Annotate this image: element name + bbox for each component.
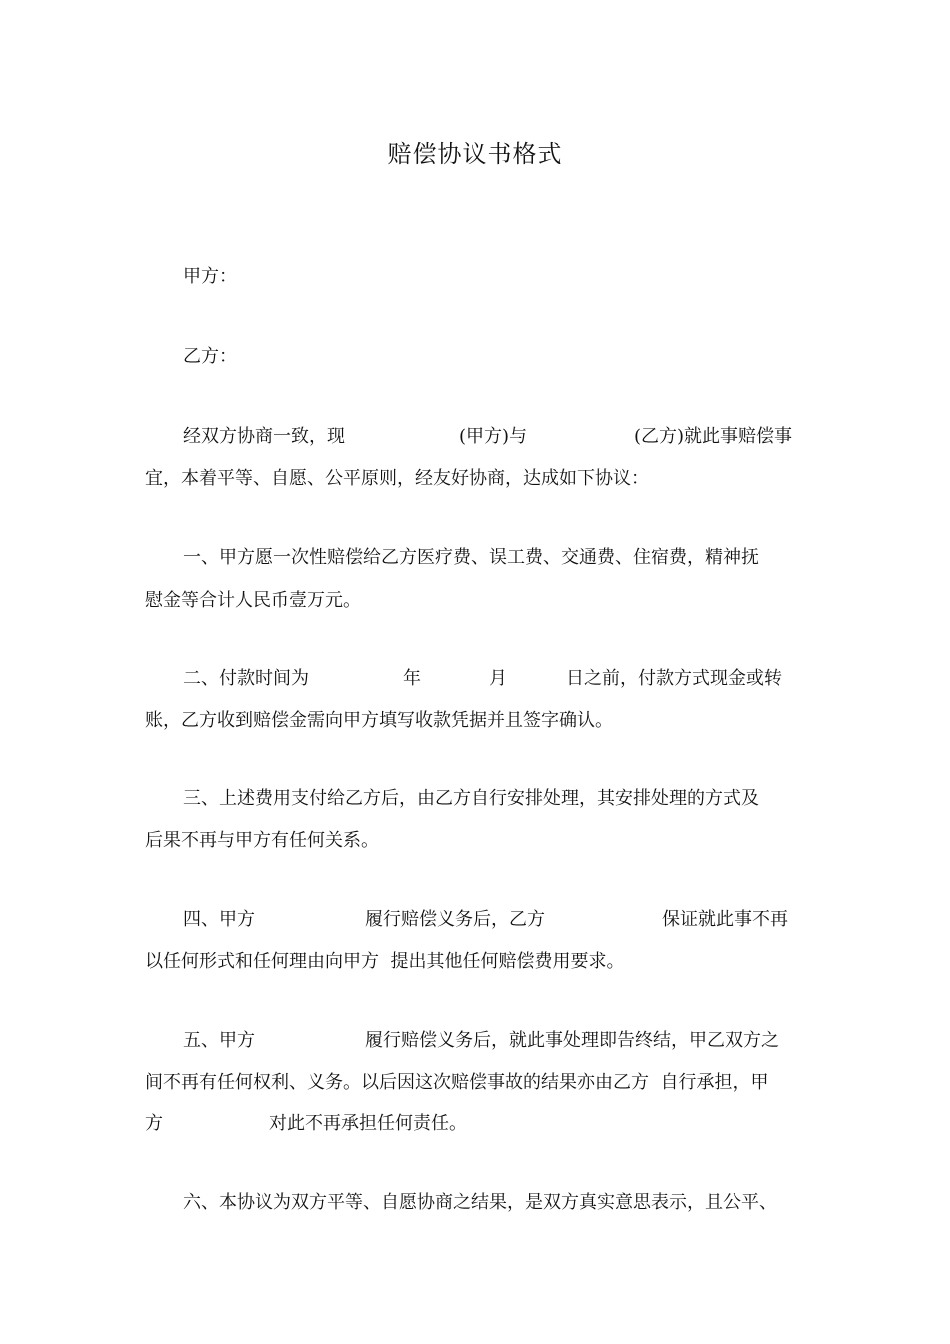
clause-1-line-2: 慰金等合计人民币壹万元。: [145, 590, 361, 611]
clause-4-text-a: 四、甲方: [183, 909, 255, 930]
document-title: 赔偿协议书格式: [387, 140, 563, 168]
clause-2-line-2: 账，乙方收到赔偿金需向甲方填写收款凭据并且签字确认。: [145, 710, 613, 731]
clause-5-line-2: 间不再有任何权利、义务。以后因这次赔偿事故的结果亦由乙方 自行承担，甲: [145, 1072, 769, 1093]
intro-text-b: (甲方)与: [459, 426, 528, 447]
clause-2-text-a: 二、付款时间为: [183, 668, 309, 689]
clause-4-text-c: 保证就此事不再: [662, 909, 788, 930]
clause-2-year: 年: [403, 668, 421, 689]
clause-6-line-1: 六、本协议为双方平等、自愿协商之结果，是双方真实意思表示，且公平、: [183, 1192, 777, 1213]
clause-2-text-d: 日之前，付款方式现金或转: [566, 668, 782, 689]
intro-text-c: (乙方)就此事赔偿事: [634, 426, 793, 447]
intro-text-a: 经双方协商一致，现: [183, 426, 345, 447]
party-a-label: 甲方：: [183, 266, 237, 287]
clause-5-text-a: 五、甲方: [183, 1030, 255, 1051]
clause-3-line-1: 三、上述费用支付给乙方后，由乙方自行安排处理，其安排处理的方式及: [183, 788, 759, 809]
clause-1-line-1: 一、甲方愿一次性赔偿给乙方医疗费、误工费、交通费、住宿费，精神抚: [183, 547, 759, 568]
clause-5-text-l3b: 对此不再承担任何责任。: [269, 1113, 467, 1134]
clause-3-line-2: 后果不再与甲方有任何关系。: [145, 830, 379, 851]
clause-4-line-2: 以任何形式和任何理由向甲方 提出其他任何赔偿费用要求。: [145, 951, 625, 972]
party-b-label: 乙方：: [183, 346, 237, 367]
clause-5-text-l3a: 方: [145, 1113, 163, 1134]
intro-line-2: 宜，本着平等、自愿、公平原则，经友好协商，达成如下协议：: [145, 468, 649, 489]
clause-5-text-b: 履行赔偿义务后，就此事处理即告终结，甲乙双方之: [365, 1030, 779, 1051]
clause-4-text-b: 履行赔偿义务后，乙方: [365, 909, 545, 930]
clause-2-month: 月: [489, 668, 507, 689]
